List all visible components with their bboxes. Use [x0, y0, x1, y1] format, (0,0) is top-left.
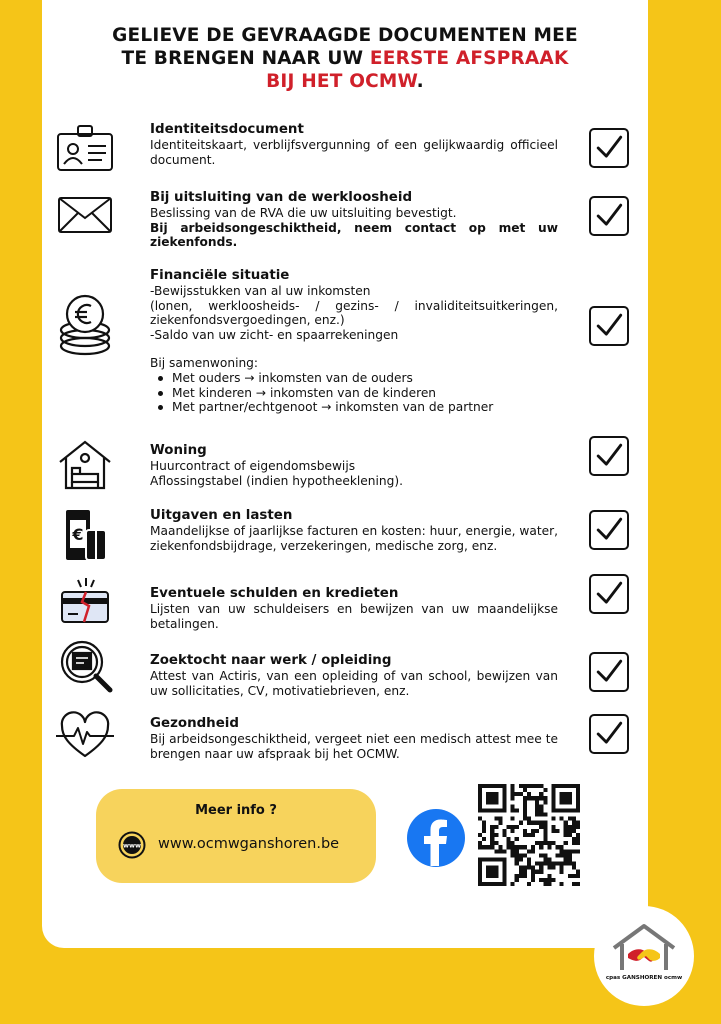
qr-module	[523, 784, 527, 788]
qr-module	[568, 853, 572, 857]
qr-module	[511, 825, 515, 829]
title-highlight-2: BIJ HET OCMW	[266, 71, 417, 92]
qr-module	[523, 800, 527, 804]
item-expenses-title: Uitgaven en lasten	[150, 508, 293, 523]
qr-module	[494, 817, 498, 821]
qr-module	[490, 841, 494, 845]
qr-module	[560, 853, 564, 857]
qr-module	[539, 796, 543, 800]
qr-module	[494, 841, 498, 845]
checkbox-job-search[interactable]	[589, 652, 629, 692]
qr-module	[556, 862, 560, 866]
qr-module	[535, 821, 539, 825]
qr-module	[498, 849, 502, 853]
qr-module	[527, 784, 531, 788]
item-finances-cohab: Bij samenwoning:	[150, 356, 259, 371]
item-finances-text	[150, 268, 558, 415]
qr-module	[511, 841, 515, 845]
item-finances-line2: (lonen, werkloosheids- / gezins- / invaliditeitsuitkeringen, ziekenfondsvergoedingen, enz.)	[150, 298, 558, 328]
qr-module	[478, 845, 482, 849]
cohab-list	[156, 371, 558, 415]
page-title	[42, 24, 648, 93]
checkbox-finances[interactable]	[589, 306, 629, 346]
qr-module	[482, 845, 486, 849]
qr-module	[539, 845, 543, 849]
qr-module	[511, 788, 515, 792]
qr-module	[551, 862, 555, 866]
qr-module	[576, 837, 580, 841]
qr-module	[568, 829, 572, 833]
item-unemployment-note: Bij arbeidsongeschiktheid, neem contact op met uw ziekenfonds.	[150, 220, 558, 250]
qr-module	[523, 796, 527, 800]
qr-module	[523, 853, 527, 857]
qr-module	[572, 837, 576, 841]
qr-module	[539, 813, 543, 817]
checkbox-unemployment[interactable]	[589, 196, 629, 236]
qr-module	[568, 857, 572, 861]
qr-module	[531, 845, 535, 849]
qr-module	[551, 829, 555, 833]
qr-module	[564, 841, 568, 845]
item-debts-body: Lijsten van uw schuldeisers en bewijzen van uw maandelijkse betalingen.	[150, 602, 558, 631]
qr-module	[511, 817, 515, 821]
qr-module	[547, 857, 551, 861]
qr-module	[527, 866, 531, 870]
qr-module	[515, 874, 519, 878]
qr-module	[551, 866, 555, 870]
qr-module	[572, 829, 576, 833]
qr-module	[564, 853, 568, 857]
qr-module	[502, 833, 506, 837]
qr-module	[547, 841, 551, 845]
qr-module	[523, 874, 527, 878]
qr-module	[568, 833, 572, 837]
item-housing-title: Woning	[150, 443, 207, 458]
title-line-2-black: TE BRENGEN NAAR UW	[121, 48, 370, 69]
qr-module	[502, 829, 506, 833]
item-housing-line2: Aflossingstabel (indien hypotheeklening).	[150, 473, 403, 488]
qr-module	[490, 825, 494, 829]
qr-module	[551, 878, 555, 882]
qr-module	[486, 866, 498, 878]
qr-module	[543, 878, 547, 882]
qr-module	[511, 882, 515, 886]
qr-module	[507, 845, 511, 849]
qr-module	[547, 866, 551, 870]
item-finances-title: Financiële situatie	[150, 268, 290, 283]
list-item: Met ouders → inkomsten van de ouders	[156, 371, 558, 386]
logo-text: cpas GANSHOREN ocmw	[605, 975, 683, 981]
qr-module	[519, 866, 523, 870]
qr-module	[543, 837, 547, 841]
qr-module	[535, 862, 539, 866]
item-unemployment-body: Beslissing van de RVA die uw uitsluiting bevestigt.	[150, 206, 457, 220]
qr-module	[519, 874, 523, 878]
item-health-text	[150, 716, 558, 761]
qr-module	[539, 808, 543, 812]
qr-module	[515, 792, 519, 796]
qr-module	[486, 792, 498, 804]
qr-module	[527, 857, 531, 861]
qr-module	[511, 796, 515, 800]
checkbox-expenses[interactable]	[589, 510, 629, 550]
qr-module	[564, 862, 568, 866]
qr-module	[511, 829, 515, 833]
qr-module	[560, 882, 564, 886]
qr-module	[527, 821, 531, 825]
qr-module	[511, 804, 515, 808]
qr-module	[519, 857, 523, 861]
item-expenses-text	[150, 508, 558, 553]
item-housing-line1: Huurcontract of eigendomsbewijs	[150, 459, 356, 473]
qr-module	[507, 841, 511, 845]
qr-module	[539, 878, 543, 882]
qr-module	[551, 841, 555, 845]
qr-module	[486, 845, 490, 849]
qr-module	[539, 792, 543, 796]
document-sheet	[42, 0, 648, 948]
qr-module	[527, 882, 531, 886]
qr-module	[547, 882, 551, 886]
item-identity-text	[150, 122, 558, 167]
item-debts-text	[150, 586, 558, 631]
qr-module	[572, 862, 576, 866]
qr-module	[560, 866, 564, 870]
heart-pulse-icon	[56, 706, 114, 764]
qr-module	[531, 870, 535, 874]
title-highlight: EERSTE AFSPRAAK	[369, 48, 569, 69]
qr-module	[564, 825, 568, 829]
qr-module	[523, 817, 527, 821]
qr-module	[523, 845, 527, 849]
more-info-title: Meer info ?	[195, 803, 277, 818]
qr-module	[543, 829, 547, 833]
qr-module	[576, 874, 580, 878]
qr-module	[507, 837, 511, 841]
qr-module	[478, 833, 482, 837]
qr-module	[494, 849, 498, 853]
qr-module	[511, 808, 515, 812]
qr-module	[572, 825, 576, 829]
qr-module	[572, 841, 576, 845]
qr-module	[498, 845, 502, 849]
qr-module	[556, 845, 560, 849]
qr-module	[482, 825, 486, 829]
qr-module	[568, 849, 572, 853]
qr-module	[547, 878, 551, 882]
envelope-icon	[56, 186, 114, 244]
checkbox-debts[interactable]	[589, 574, 629, 614]
qr-module	[515, 849, 519, 853]
qr-module	[539, 804, 543, 808]
qr-module	[576, 841, 580, 845]
qr-module	[572, 874, 576, 878]
qr-module	[547, 862, 551, 866]
qr-module	[572, 882, 576, 886]
qr-module	[539, 853, 543, 857]
qr-module	[519, 784, 523, 788]
qr-module	[547, 874, 551, 878]
qr-module	[539, 821, 543, 825]
website-link[interactable]: www.ocmwganshoren.be	[158, 836, 340, 852]
qr-module	[519, 792, 523, 796]
qr-module	[527, 833, 531, 837]
qr-module	[511, 849, 515, 853]
qr-module	[539, 841, 543, 845]
qr-module	[560, 862, 564, 866]
qr-module	[498, 817, 502, 821]
checkbox-identity[interactable]	[589, 128, 629, 168]
qr-module	[551, 817, 555, 821]
qr-code[interactable]	[478, 784, 580, 886]
qr-module	[519, 845, 523, 849]
qr-module	[494, 825, 498, 829]
more-info-box	[96, 789, 376, 883]
qr-module	[547, 845, 551, 849]
qr-module	[515, 808, 519, 812]
qr-module	[515, 862, 519, 866]
broken-card-icon	[56, 574, 114, 632]
qr-module	[543, 862, 547, 866]
qr-module	[523, 829, 527, 833]
facebook-icon[interactable]	[406, 808, 466, 868]
qr-module	[515, 853, 519, 857]
qr-module	[531, 874, 535, 878]
item-unemployment-title: Bij uitsluiting van de werkloosheid	[150, 190, 413, 205]
qr-module	[568, 817, 572, 821]
item-finances-line1: -Bewijsstukken van al uw inkomsten	[150, 284, 371, 298]
qr-module	[560, 849, 564, 853]
qr-module	[535, 808, 539, 812]
qr-module	[490, 845, 494, 849]
qr-module	[543, 796, 547, 800]
list-item: Met kinderen → inkomsten van de kinderen	[156, 386, 558, 401]
qr-module	[535, 829, 539, 833]
qr-module	[523, 813, 527, 817]
qr-module	[511, 792, 515, 796]
qr-module	[531, 849, 535, 853]
qr-module	[560, 792, 572, 804]
qr-module	[511, 784, 515, 788]
item-housing-text	[150, 443, 558, 488]
qr-module	[494, 833, 498, 837]
qr-module	[531, 784, 535, 788]
id-card-icon	[56, 122, 114, 180]
qr-module	[535, 796, 539, 800]
qr-module	[572, 866, 576, 870]
qr-module	[511, 845, 515, 849]
qr-module	[531, 866, 535, 870]
checkbox-housing[interactable]	[589, 436, 629, 476]
item-job-search-title: Zoektocht naar werk / opleiding	[150, 653, 392, 668]
qr-module	[523, 808, 527, 812]
qr-module	[515, 878, 519, 882]
qr-module	[556, 829, 560, 833]
qr-module	[564, 849, 568, 853]
qr-module	[507, 825, 511, 829]
qr-module	[576, 833, 580, 837]
globe-icon-label: www	[122, 841, 142, 850]
item-expenses-body: Maandelijkse of jaarlijkse facturen en kosten: huur, energie, water, ziekenfondsbijdrage, verzekeringen, medische zorg, enz.	[150, 524, 558, 553]
item-health-body: Bij arbeidsongeschiktheid, vergeet niet een medisch attest mee te brengen naar uw afspraak bij het OCMW.	[150, 732, 558, 761]
qr-module	[482, 829, 486, 833]
qr-module	[560, 870, 564, 874]
qr-module	[539, 784, 543, 788]
title-line-3	[42, 70, 648, 93]
qr-module	[523, 804, 527, 808]
house-icon	[56, 436, 114, 494]
qr-module	[519, 853, 523, 857]
qr-module	[527, 792, 531, 796]
qr-module	[560, 845, 564, 849]
qr-module	[543, 825, 547, 829]
qr-module	[523, 866, 527, 870]
bills-icon	[56, 508, 114, 566]
item-identity-title: Identiteitsdocument	[150, 122, 304, 137]
qr-module	[523, 870, 527, 874]
qr-module	[539, 862, 543, 866]
qr-module	[543, 800, 547, 804]
qr-module	[482, 837, 486, 841]
qr-module	[519, 870, 523, 874]
qr-module	[515, 845, 519, 849]
qr-module	[564, 833, 568, 837]
qr-module	[572, 849, 576, 853]
title-line-1: GELIEVE DE GEVRAAGDE DOCUMENTEN MEE	[112, 25, 578, 46]
qr-module	[564, 829, 568, 833]
qr-module	[531, 821, 535, 825]
qr-module	[523, 833, 527, 837]
qr-module	[564, 857, 568, 861]
qr-module	[531, 833, 535, 837]
qr-module	[523, 788, 527, 792]
qr-module	[543, 833, 547, 837]
qr-module	[543, 882, 547, 886]
qr-module	[576, 870, 580, 874]
qr-module	[535, 870, 539, 874]
qr-module	[576, 821, 580, 825]
qr-module	[572, 821, 576, 825]
qr-module	[572, 817, 576, 821]
title-period: .	[416, 71, 424, 92]
qr-module	[478, 841, 482, 845]
qr-module	[543, 788, 547, 792]
qr-module	[576, 882, 580, 886]
qr-module	[527, 817, 531, 821]
qr-module	[556, 853, 560, 857]
item-identity-body: Identiteitskaart, verblijfsvergunning of een gelijkwaardig officieel document.	[150, 138, 558, 167]
qr-module	[515, 857, 519, 861]
qr-module	[490, 837, 494, 841]
qr-module	[539, 825, 543, 829]
ocmw-logo	[594, 906, 694, 1006]
qr-module	[527, 796, 531, 800]
qr-module	[576, 825, 580, 829]
svg-text:€: €	[72, 525, 84, 544]
qr-module	[539, 870, 543, 874]
qr-module	[535, 800, 539, 804]
qr-module	[531, 878, 535, 882]
list-item: Met partner/echtgenoot → inkomsten van de partner	[156, 400, 558, 415]
qr-module	[543, 841, 547, 845]
qr-module	[568, 862, 572, 866]
qr-module	[568, 825, 572, 829]
qr-module	[551, 825, 555, 829]
logo-mark	[608, 920, 680, 976]
qr-module	[478, 817, 482, 821]
qr-module	[543, 813, 547, 817]
qr-module	[543, 821, 547, 825]
qr-module	[515, 837, 519, 841]
qr-module	[511, 853, 515, 857]
item-finances-line3: -Saldo van uw zicht- en spaarrekeningen	[150, 327, 399, 342]
job-search-icon	[56, 638, 114, 696]
qr-module	[527, 862, 531, 866]
qr-module	[543, 853, 547, 857]
qr-module	[543, 857, 547, 861]
title-line-2	[42, 47, 648, 70]
qr-module	[535, 841, 539, 845]
item-debts-title: Eventuele schulden en kredieten	[150, 586, 399, 601]
qr-module	[564, 821, 568, 825]
item-health-title: Gezondheid	[150, 716, 239, 731]
qr-module	[527, 849, 531, 853]
item-job-search-text	[150, 653, 558, 698]
globe-icon	[118, 831, 146, 859]
qr-module	[560, 817, 564, 821]
qr-module	[568, 874, 572, 878]
qr-module	[576, 849, 580, 853]
euro-coins-icon	[56, 292, 114, 356]
qr-module	[502, 849, 506, 853]
checkbox-health[interactable]	[589, 714, 629, 754]
qr-module	[490, 833, 494, 837]
item-job-search-body: Attest van Actiris, van een opleiding of van school, bewijzen van uw sollicitaties, CV, motivatiebrieven, enz.	[150, 669, 558, 698]
qr-module	[535, 813, 539, 817]
qr-module	[519, 821, 523, 825]
qr-module	[531, 796, 535, 800]
qr-module	[482, 821, 486, 825]
qr-module	[535, 784, 539, 788]
qr-module	[498, 821, 502, 825]
qr-module	[535, 804, 539, 808]
qr-module	[515, 825, 519, 829]
qr-module	[531, 829, 535, 833]
qr-module	[539, 866, 543, 870]
qr-module	[490, 829, 494, 833]
item-unemployment-text	[150, 190, 558, 250]
